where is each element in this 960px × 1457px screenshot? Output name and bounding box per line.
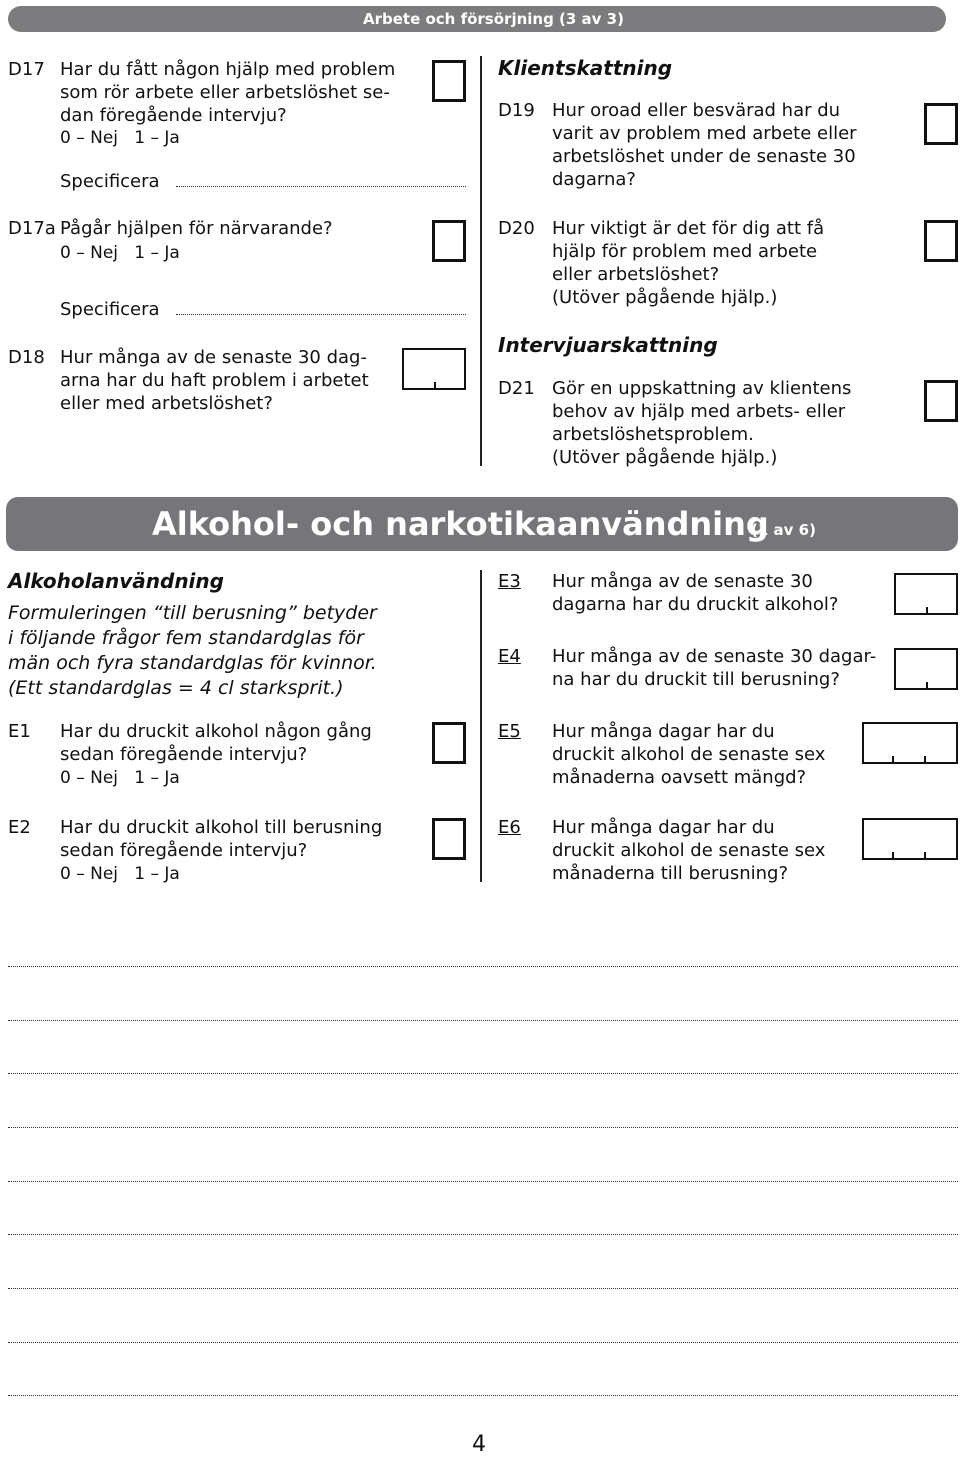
d17-options: 0 – Nej 1 – Ja [60, 128, 180, 148]
question-text-d17 [60, 58, 395, 127]
question-id-d17a: D17a [8, 218, 56, 239]
e6-line: Hur många dagar har du [552, 817, 775, 838]
d21-line: (Utöver pågående hjälp.) [552, 447, 778, 468]
d17a-specify-line[interactable] [176, 300, 466, 315]
d17-answer-box[interactable] [432, 60, 466, 102]
section-header-work [8, 6, 946, 32]
e2-line: Har du druckit alkohol till berusning [60, 817, 383, 838]
digit-divider [926, 682, 928, 690]
digit-divider [924, 852, 926, 860]
d17a-specify-label: Specificera [60, 299, 160, 320]
d17-line: som rör arbete eller arbetslöshet se- [60, 82, 390, 103]
e2-line: sedan föregående intervju? [60, 840, 308, 861]
intro-line: (Ett standardglas = 4 cl starksprit.) [8, 677, 344, 699]
question-id-e3: E3 [498, 571, 521, 592]
d21-line: Gör en uppskattning av klientens [552, 378, 852, 399]
notes-line[interactable] [8, 1008, 958, 1021]
e1-answer-box[interactable] [432, 722, 466, 764]
d21-line: behov av hjälp med arbets- eller [552, 401, 846, 422]
question-id-d17: D17 [8, 59, 45, 80]
notes-line[interactable] [8, 1115, 958, 1128]
e1-line: sedan föregående intervju? [60, 744, 308, 765]
d17-specify-line[interactable] [176, 172, 466, 187]
question-text-e3 [552, 570, 838, 616]
notes-line[interactable] [8, 1383, 958, 1396]
question-text-e6 [552, 816, 825, 885]
intro-line: män och fyra standardglas för kvinnor. [8, 652, 377, 674]
d20-answer-box[interactable] [924, 220, 958, 262]
d17-line: Har du fått någon hjälp med problem [60, 59, 396, 80]
question-id-e5: E5 [498, 721, 521, 742]
d17-specify-label: Specificera [60, 171, 160, 192]
e5-line: druckit alkohol de senaste sex [552, 744, 826, 765]
question-text-d20 [552, 217, 824, 309]
question-text-d21 [552, 377, 851, 469]
e1-options: 0 – Nej 1 – Ja [60, 768, 180, 788]
d20-line: (Utöver pågående hjälp.) [552, 287, 778, 308]
question-text-d17a: Pågår hjälpen för närvarande? [60, 218, 333, 239]
notes-line[interactable] [8, 1061, 958, 1074]
column-divider [480, 56, 482, 466]
d21-line: arbetslöshetsproblem. [552, 424, 754, 445]
e5-line: månaderna oavsett mängd? [552, 767, 807, 788]
digit-divider [892, 852, 894, 860]
question-text-e5 [552, 720, 825, 789]
e5-line: Hur många dagar har du [552, 721, 775, 742]
intro-line: i följande frågor fem standardglas för [8, 627, 364, 649]
digit-divider [892, 756, 894, 764]
notes-line[interactable] [8, 1330, 958, 1343]
alcohol-use-heading: Alkoholanvändning [8, 569, 224, 593]
e3-two-digit-box[interactable] [894, 573, 958, 615]
question-text-e2 [60, 816, 382, 862]
notes-line[interactable] [8, 954, 958, 967]
question-text-e4 [552, 645, 876, 691]
d18-line: eller med arbetslöshet? [60, 393, 273, 414]
question-id-d18: D18 [8, 347, 45, 368]
e4-two-digit-box[interactable] [894, 648, 958, 690]
e6-line: månaderna till berusning? [552, 863, 789, 884]
e2-options: 0 – Nej 1 – Ja [60, 864, 180, 884]
d17a-answer-box[interactable] [432, 220, 466, 262]
alcohol-intro-text [8, 601, 377, 701]
e6-three-digit-box[interactable] [862, 818, 958, 860]
question-id-d19: D19 [498, 100, 535, 121]
e3-line: Hur många av de senaste 30 [552, 571, 813, 592]
d18-line: arna har du haft problem i arbetet [60, 370, 369, 391]
e5-three-digit-box[interactable] [862, 722, 958, 764]
notes-line[interactable] [8, 1222, 958, 1235]
d19-line: dagarna? [552, 169, 636, 190]
d20-line: eller arbetslöshet? [552, 264, 720, 285]
d17-line: dan föregående intervju? [60, 105, 287, 126]
column-divider-2 [480, 570, 482, 882]
question-id-d21: D21 [498, 378, 535, 399]
section-header-alcohol [6, 497, 958, 551]
d18-two-digit-box[interactable] [402, 348, 466, 390]
question-text-d18 [60, 346, 369, 415]
e4-line: na har du druckit till berusning? [552, 669, 840, 690]
intro-line: Formuleringen “till berusning” betyder [8, 602, 377, 624]
d18-line: Hur många av de senaste 30 dag- [60, 347, 367, 368]
e6-line: druckit alkohol de senaste sex [552, 840, 826, 861]
d17a-options: 0 – Nej 1 – Ja [60, 243, 180, 263]
digit-divider [434, 382, 436, 390]
question-id-e4: E4 [498, 646, 521, 667]
question-id-e6: E6 [498, 817, 521, 838]
d20-line: hjälp för problem med arbete [552, 241, 818, 262]
question-id-d20: D20 [498, 218, 535, 239]
d19-line: Hur oroad eller besvärad har du [552, 100, 841, 121]
question-id-e1: E1 [8, 721, 31, 742]
d19-line: arbetslöshet under de senaste 30 [552, 146, 856, 167]
section-header-alcohol-sub: (1 av 6) [751, 521, 816, 539]
question-id-e2: E2 [8, 817, 31, 838]
d19-line: varit av problem med arbete eller [552, 123, 857, 144]
digit-divider [926, 607, 928, 615]
notes-line[interactable] [8, 1276, 958, 1289]
section-header-alcohol-title: Alkohol- och narkotikaanvändning [152, 505, 769, 543]
interviewer-rating-heading: Intervjuarskattning [498, 333, 718, 357]
d21-answer-box[interactable] [924, 380, 958, 422]
question-text-e1 [60, 720, 372, 766]
e1-line: Har du druckit alkohol någon gång [60, 721, 372, 742]
e3-line: dagarna har du druckit alkohol? [552, 594, 839, 615]
section-header-work-title: Arbete och försörjning (3 av 3) [363, 10, 624, 28]
d20-line: Hur viktigt är det för dig att få [552, 218, 825, 239]
client-rating-heading: Klientskattning [498, 56, 673, 80]
d19-answer-box[interactable] [924, 103, 958, 145]
e2-answer-box[interactable] [432, 818, 466, 860]
digit-divider [924, 756, 926, 764]
e4-line: Hur många av de senaste 30 dagar- [552, 646, 877, 667]
question-text-d19 [552, 99, 857, 191]
notes-line[interactable] [8, 1169, 958, 1182]
page-number: 4 [472, 1432, 486, 1457]
